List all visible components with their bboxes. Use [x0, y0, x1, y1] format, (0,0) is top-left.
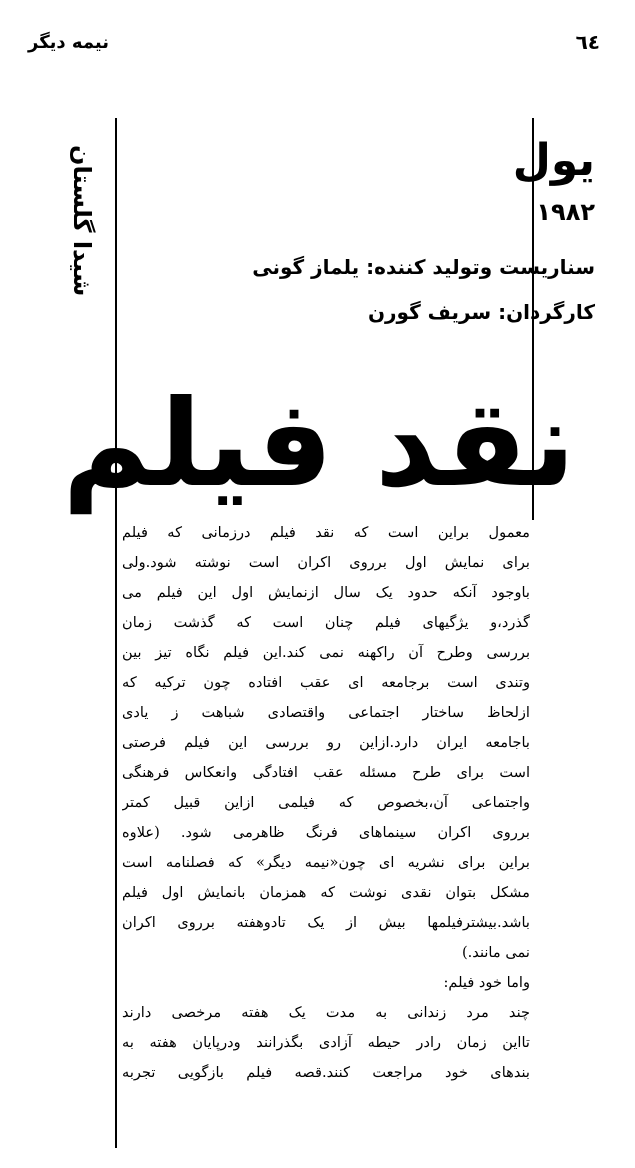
- author-name: شیدا گلستان: [68, 145, 96, 297]
- running-head: نیمه دیگر: [28, 32, 110, 53]
- body-line: وتندی است برجامعه ای عقب افتاده چون ترکیه که: [122, 674, 530, 691]
- section-heading: نقد فیلم: [62, 375, 576, 514]
- body-line: گذرد،و یژگیهای فیلم چنان است که گذشت زمان: [122, 614, 530, 631]
- body-line: واجتماعی آن،بخصوص که فیلمی ازاین قبیل کمتر: [122, 794, 530, 811]
- body-line: باوجود آنکه حدود یک سال ازنمایش اول این فیلم می: [122, 584, 530, 601]
- body-line: تااین زمان رادر حیطه آزادی بگذرانند ودرپایان هفته به: [122, 1034, 530, 1051]
- body-line: مشکل بتوان نقدی نوشت که همزمان بانمایش اول فیلم: [122, 884, 530, 901]
- body-line: نمی مانند.): [461, 944, 530, 961]
- body-line: برای نمایش اول برروی اکران است نوشته شود.ولی: [122, 554, 530, 571]
- body-line: باشد.بیشترفیلمها بیش از یک تادوهفته برروی اکران: [122, 914, 530, 931]
- body-line: است برای طرح مسئله عقب افتادگی وانعکاس فرهنگی: [122, 764, 530, 781]
- body-line: براین برای نشریه ای چون«نیمه دیگر» که فصلنامه است: [122, 854, 530, 871]
- body-line: واما خود فیلم:: [443, 974, 530, 991]
- film-title: یول: [512, 135, 595, 186]
- body-line: ازلحاظ ساختار اجتماعی واقتصادی شباهت ز یادی: [122, 704, 530, 721]
- page-number: ٦٤: [575, 30, 600, 54]
- film-writer-producer: سناریست وتولید کننده: یلماز گونی: [252, 255, 595, 279]
- body-line: معمول براین است که نقد فیلم درزمانی که فیلم: [122, 524, 530, 541]
- body-line: بندهای خود مراجعت کنند.قصه فیلم بازگویی تجربه: [122, 1064, 530, 1081]
- body-line: باجامعه ایران دارد.ازاین رو بررسی این فیلم فرصتی: [122, 734, 530, 751]
- body-line: برروی اکران سینماهای فرنگ ظاهرمی شود. (علاوه: [122, 824, 530, 841]
- film-year: ۱۹۸۲: [536, 198, 595, 226]
- film-director: کارگردان: سریف گورن: [367, 300, 595, 324]
- body-line: چند مرد زندانی به مدت یک هفته مرخصی دارند: [122, 1004, 530, 1021]
- body-line: بررسی وطرح آن راکهنه نمی کند.این فیلم نگاه تیز بین: [122, 644, 530, 661]
- article-body: [122, 518, 530, 1088]
- left-column-rule: [115, 118, 117, 1148]
